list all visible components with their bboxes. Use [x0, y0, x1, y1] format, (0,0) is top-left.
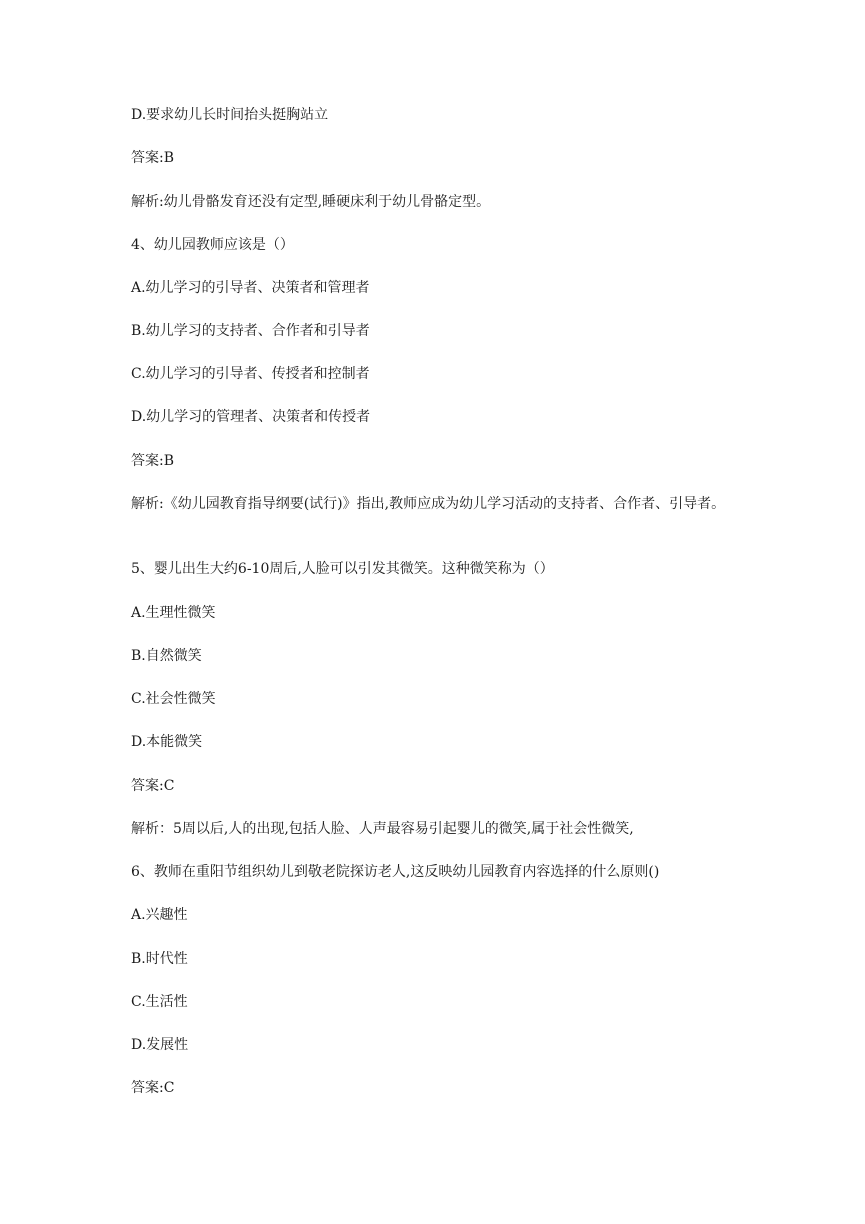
- option-d-q3: D.要求幼儿长时间抬头挺胸站立: [131, 107, 329, 123]
- option-b-q5: B.自然微笑: [131, 648, 202, 664]
- answer-q5: 答案:C: [131, 778, 175, 794]
- question-6: 6、教师在重阳节组织幼儿到敬老院探访老人,这反映幼儿园教育内容选择的什么原则(): [131, 864, 660, 880]
- option-a-q4: A.幼儿学习的引导者、决策者和管理者: [131, 280, 370, 296]
- option-d-q5: D.本能微笑: [131, 734, 203, 750]
- option-c-q4: C.幼儿学习的引导者、传授者和控制者: [131, 366, 370, 382]
- option-b-q6: B.时代性: [131, 951, 188, 967]
- question-4: 4、幼儿园教师应该是（）: [131, 237, 294, 253]
- explanation-q4: 解析:《幼儿园教育指导纲要(试行)》指出,教师应成为幼儿学习活动的支持者、合作者、引导者。: [131, 496, 726, 512]
- explanation-q5: 解析：5周以后,人的出现,包括人脸、人声最容易引起婴儿的微笑,属于社会性微笑,: [131, 821, 634, 837]
- option-d-q6: D.发展性: [131, 1037, 189, 1053]
- option-c-q6: C.生活性: [131, 994, 188, 1010]
- option-d-q4: D.幼儿学习的管理者、决策者和传授者: [131, 409, 371, 425]
- answer-q3: 答案:B: [131, 150, 175, 166]
- option-a-q5: A.生理性微笑: [131, 605, 216, 621]
- option-a-q6: A.兴趣性: [131, 907, 188, 923]
- answer-q6: 答案:C: [131, 1080, 175, 1096]
- explanation-q3: 解析:幼儿骨骼发育还没有定型,睡硬床利于幼儿骨骼定型。: [131, 194, 491, 210]
- answer-q4: 答案:B: [131, 453, 175, 469]
- question-5: 5、婴儿出生大约6-10周后,人脸可以引发其微笑。这种微笑称为（）: [131, 561, 554, 577]
- option-b-q4: B.幼儿学习的支持者、合作者和引导者: [131, 323, 370, 339]
- option-c-q5: C.社会性微笑: [131, 691, 216, 707]
